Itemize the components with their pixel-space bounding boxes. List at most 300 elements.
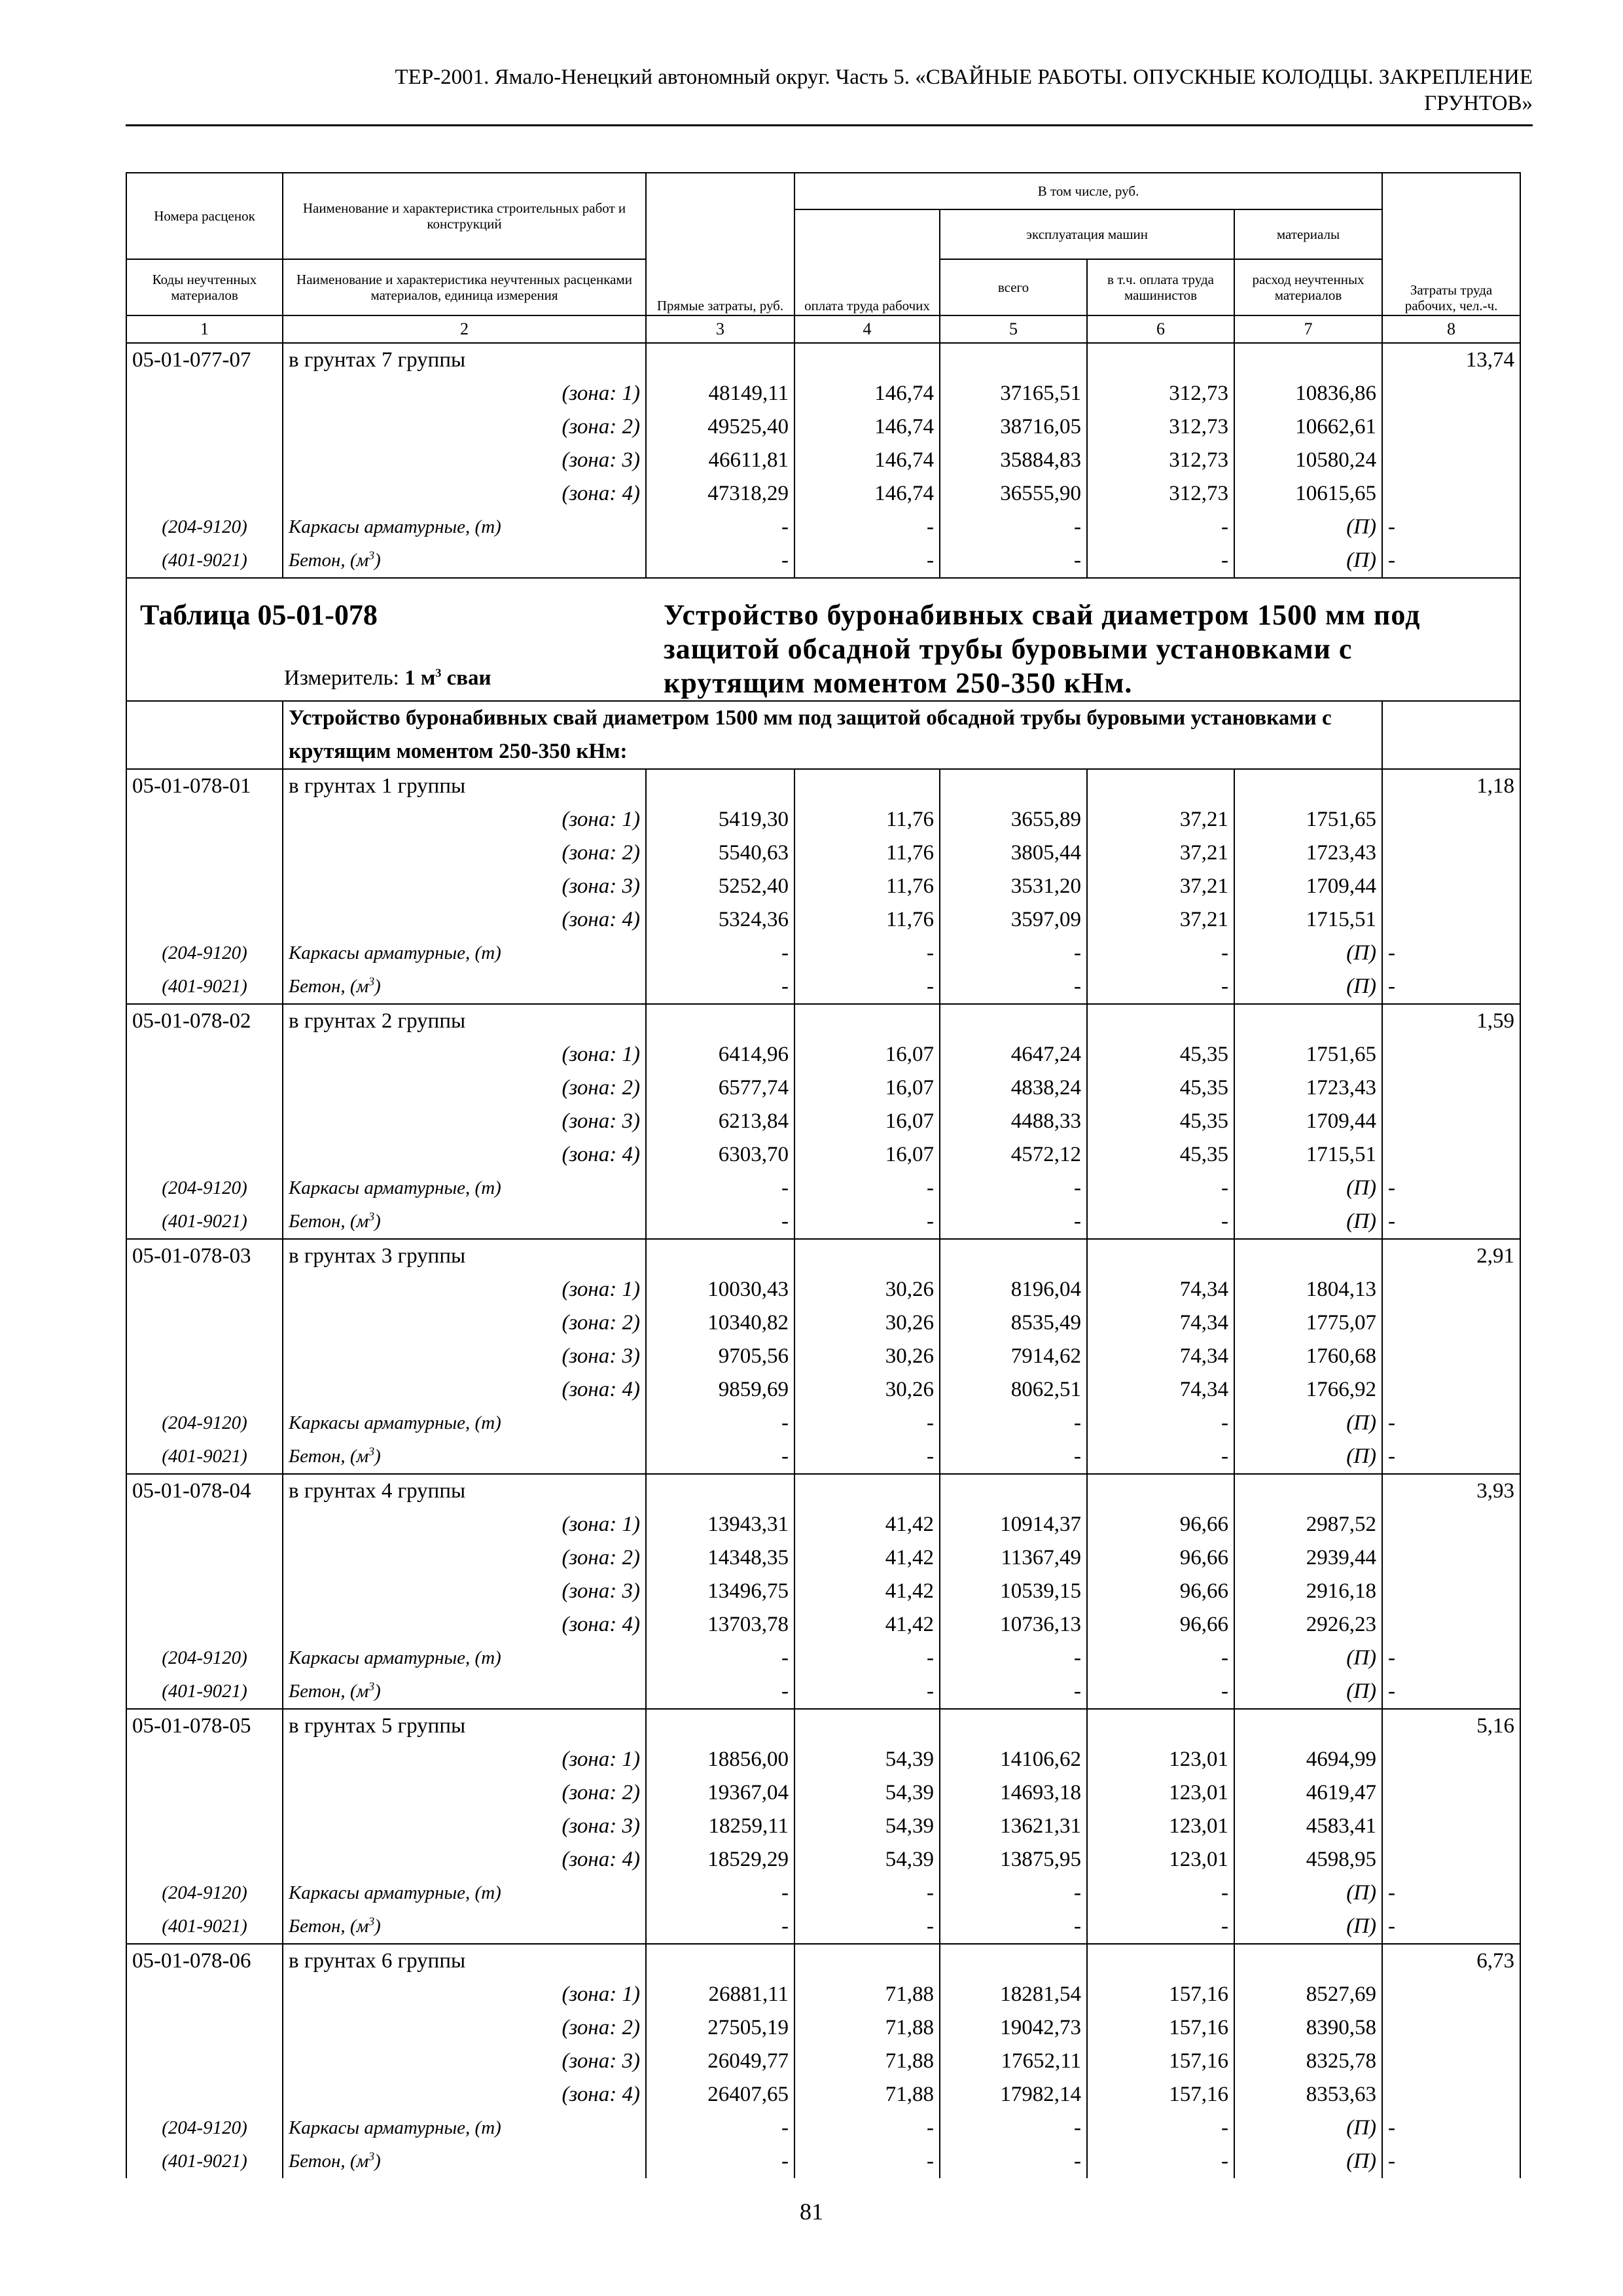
col-machines: эксплуатация машин xyxy=(940,209,1234,259)
direct-cost: 10340,82 xyxy=(646,1306,794,1340)
zone-label: (зона: 4) xyxy=(283,1373,646,1407)
machinist-wages: 312,73 xyxy=(1087,444,1234,477)
direct-cost: 9859,69 xyxy=(646,1373,794,1407)
dash: - xyxy=(794,1641,940,1675)
machines-total: 38716,05 xyxy=(940,410,1087,444)
dash: - xyxy=(1087,2145,1234,2178)
materials: 4619,47 xyxy=(1234,1776,1382,1810)
materials: 1709,44 xyxy=(1234,1105,1382,1138)
wages: 54,39 xyxy=(794,1743,940,1776)
direct-cost: 26407,65 xyxy=(646,2078,794,2111)
direct-cost: 46611,81 xyxy=(646,444,794,477)
direct-cost: 47318,29 xyxy=(646,477,794,511)
machinist-wages: 123,01 xyxy=(1087,1810,1234,1843)
zone-label: (зона: 4) xyxy=(283,903,646,937)
material-name-text: Каркасы арматурные, (т) xyxy=(289,1882,501,1903)
zone-label: (зона: 2) xyxy=(283,836,646,870)
empty-cell xyxy=(126,1541,283,1575)
empty-cell xyxy=(1382,870,1520,903)
material-name-text: Бетон, (м xyxy=(289,2151,369,2172)
p-mark: (П) xyxy=(1234,1675,1382,1709)
dash: - xyxy=(1382,511,1520,544)
materials: 1723,43 xyxy=(1234,836,1382,870)
machinist-wages: 96,66 xyxy=(1087,1575,1234,1608)
empty-cell xyxy=(1382,1306,1520,1340)
dash: - xyxy=(1087,1675,1234,1709)
measure-value-text: 1 м xyxy=(404,666,436,690)
table-title-row xyxy=(126,578,1520,701)
wages: 41,42 xyxy=(794,1608,940,1641)
zone-row xyxy=(126,1810,1520,1843)
machinist-wages: 45,35 xyxy=(1087,1038,1234,1071)
rate-code: 05-01-078-04 xyxy=(126,1474,283,1508)
rate-labor: 5,16 xyxy=(1382,1709,1520,1743)
dash: - xyxy=(794,1172,940,1205)
empty-cell xyxy=(1382,1038,1520,1071)
direct-cost: 13943,31 xyxy=(646,1508,794,1541)
materials: 2916,18 xyxy=(1234,1575,1382,1608)
p-mark: (П) xyxy=(1234,511,1382,544)
rate-row xyxy=(126,1944,1520,1978)
zone-label: (зона: 1) xyxy=(283,1038,646,1071)
empty-cell xyxy=(646,1709,794,1743)
col-labor: Затраты труда рабочих, чел.-ч. xyxy=(1382,173,1520,315)
col-num: 1 xyxy=(126,315,283,343)
material-name xyxy=(283,1172,646,1205)
dash: - xyxy=(1087,1641,1234,1675)
empty-cell xyxy=(1382,1273,1520,1306)
machinist-wages: 96,66 xyxy=(1087,1541,1234,1575)
dash: - xyxy=(1382,1440,1520,1474)
rate-row xyxy=(126,1239,1520,1273)
empty-cell xyxy=(126,1743,283,1776)
dash: - xyxy=(794,2145,940,2178)
dash: - xyxy=(940,511,1087,544)
material-name-end: ) xyxy=(374,550,381,571)
zone-label: (зона: 2) xyxy=(283,2011,646,2045)
zone-row xyxy=(126,1776,1520,1810)
material-code: (401-9021) xyxy=(126,970,283,1004)
col-num: 7 xyxy=(1234,315,1382,343)
empty-cell xyxy=(126,444,283,477)
empty-cell xyxy=(126,1340,283,1373)
material-name-text: Бетон, (м xyxy=(289,1916,369,1937)
empty-cell xyxy=(126,1575,283,1608)
dash: - xyxy=(1087,937,1234,970)
machines-total: 7914,62 xyxy=(940,1340,1087,1373)
material-row xyxy=(126,1440,1520,1474)
empty-cell xyxy=(794,1004,940,1038)
material-row xyxy=(126,970,1520,1004)
direct-cost: 5540,63 xyxy=(646,836,794,870)
col-rate-numbers: Номера расценок xyxy=(126,173,283,259)
machines-total: 3531,20 xyxy=(940,870,1087,903)
dash: - xyxy=(1382,937,1520,970)
empty-cell xyxy=(126,1608,283,1641)
rate-name: в грунтах 7 группы xyxy=(283,343,646,377)
material-row xyxy=(126,2145,1520,2178)
material-name-text: Каркасы арматурные, (т) xyxy=(289,1412,501,1433)
machines-total: 10736,13 xyxy=(940,1608,1087,1641)
machinist-wages: 312,73 xyxy=(1087,410,1234,444)
direct-cost: 6303,70 xyxy=(646,1138,794,1172)
machines-total: 8535,49 xyxy=(940,1306,1087,1340)
empty-cell xyxy=(126,1843,283,1876)
dash: - xyxy=(794,970,940,1004)
wages: 71,88 xyxy=(794,1978,940,2011)
direct-cost: 5419,30 xyxy=(646,803,794,836)
zone-label: (зона: 1) xyxy=(283,1743,646,1776)
zone-label: (зона: 4) xyxy=(283,2078,646,2111)
direct-cost: 6213,84 xyxy=(646,1105,794,1138)
zone-label: (зона: 2) xyxy=(283,1071,646,1105)
zone-row xyxy=(126,870,1520,903)
empty-cell xyxy=(1234,343,1382,377)
rate-labor: 1,18 xyxy=(1382,769,1520,803)
dash: - xyxy=(794,1440,940,1474)
material-name-text: Каркасы арматурные, (т) xyxy=(289,2117,501,2138)
direct-cost: 48149,11 xyxy=(646,377,794,410)
machinist-wages: 74,34 xyxy=(1087,1306,1234,1340)
materials: 10615,65 xyxy=(1234,477,1382,511)
empty-cell xyxy=(1382,803,1520,836)
measure-prefix: Измеритель: xyxy=(284,666,405,690)
material-code: (204-9120) xyxy=(126,1876,283,1910)
zone-label: (зона: 1) xyxy=(283,377,646,410)
material-code: (401-9021) xyxy=(126,1205,283,1239)
dash: - xyxy=(794,1675,940,1709)
dash: - xyxy=(794,1876,940,1910)
zone-row xyxy=(126,1071,1520,1105)
zone-row xyxy=(126,1373,1520,1407)
dash: - xyxy=(1087,2111,1234,2145)
machines-total: 14106,62 xyxy=(940,1743,1087,1776)
dash: - xyxy=(940,2111,1087,2145)
col-unacc-materials: расход неучтенных материалов xyxy=(1234,259,1382,315)
direct-cost: 9705,56 xyxy=(646,1340,794,1373)
empty-cell xyxy=(126,1978,283,2011)
zone-label: (зона: 3) xyxy=(283,1105,646,1138)
p-mark: (П) xyxy=(1234,2145,1382,2178)
rate-code: 05-01-078-05 xyxy=(126,1709,283,1743)
material-name xyxy=(283,2145,646,2178)
wages: 146,74 xyxy=(794,410,940,444)
material-code: (401-9021) xyxy=(126,544,283,578)
material-code: (401-9021) xyxy=(126,1910,283,1944)
empty-cell xyxy=(1234,1709,1382,1743)
direct-cost: 13496,75 xyxy=(646,1575,794,1608)
material-code: (204-9120) xyxy=(126,1407,283,1440)
empty-cell xyxy=(1234,769,1382,803)
direct-cost: 5252,40 xyxy=(646,870,794,903)
rate-labor: 3,93 xyxy=(1382,1474,1520,1508)
empty-cell xyxy=(940,343,1087,377)
measure-value xyxy=(404,666,491,690)
wages: 11,76 xyxy=(794,803,940,836)
machines-total: 13621,31 xyxy=(940,1810,1087,1843)
wages: 146,74 xyxy=(794,477,940,511)
empty-cell xyxy=(1087,769,1234,803)
materials: 4598,95 xyxy=(1234,1843,1382,1876)
empty-cell xyxy=(1382,903,1520,937)
material-row xyxy=(126,1910,1520,1944)
material-name xyxy=(283,970,646,1004)
machinist-wages: 45,35 xyxy=(1087,1138,1234,1172)
dash: - xyxy=(794,1407,940,1440)
dash: - xyxy=(1382,1407,1520,1440)
dash: - xyxy=(646,937,794,970)
zone-row xyxy=(126,410,1520,444)
material-name xyxy=(283,1876,646,1910)
dash: - xyxy=(1087,1876,1234,1910)
rate-name: в грунтах 1 группы xyxy=(283,769,646,803)
col-num: 4 xyxy=(794,315,940,343)
machines-total: 18281,54 xyxy=(940,1978,1087,2011)
zone-row xyxy=(126,836,1520,870)
header-rule xyxy=(126,124,1533,126)
wages: 11,76 xyxy=(794,903,940,937)
zone-label: (зона: 3) xyxy=(283,2045,646,2078)
rate-row xyxy=(126,1004,1520,1038)
rate-labor: 1,59 xyxy=(1382,1004,1520,1038)
dash: - xyxy=(1382,1910,1520,1944)
empty-cell xyxy=(126,1776,283,1810)
material-code: (204-9120) xyxy=(126,1172,283,1205)
empty-cell xyxy=(1234,1944,1382,1978)
machines-total: 8062,51 xyxy=(940,1373,1087,1407)
unit-superscript: 3 xyxy=(368,1914,375,1928)
zone-label: (зона: 3) xyxy=(283,1340,646,1373)
dash: - xyxy=(646,1641,794,1675)
empty-cell xyxy=(1382,2078,1520,2111)
machinist-wages: 157,16 xyxy=(1087,2078,1234,2111)
material-row xyxy=(126,937,1520,970)
wages: 54,39 xyxy=(794,1810,940,1843)
rate-code: 05-01-078-02 xyxy=(126,1004,283,1038)
zone-row xyxy=(126,2078,1520,2111)
material-name xyxy=(283,1205,646,1239)
direct-cost: 26881,11 xyxy=(646,1978,794,2011)
p-mark: (П) xyxy=(1234,937,1382,970)
zone-row xyxy=(126,1575,1520,1608)
material-code: (401-9021) xyxy=(126,2145,283,2178)
wages: 30,26 xyxy=(794,1273,940,1306)
machines-total: 35884,83 xyxy=(940,444,1087,477)
empty-cell xyxy=(126,1105,283,1138)
zone-label: (зона: 3) xyxy=(283,1810,646,1843)
wages: 54,39 xyxy=(794,1843,940,1876)
dash: - xyxy=(646,1876,794,1910)
material-name-end: ) xyxy=(374,1211,381,1232)
empty-cell xyxy=(1087,1944,1234,1978)
material-name-text: Бетон, (м xyxy=(289,1681,369,1702)
empty-cell xyxy=(1382,1810,1520,1843)
column-header-row-1 xyxy=(126,173,1520,209)
dash: - xyxy=(940,937,1087,970)
materials: 1775,07 xyxy=(1234,1306,1382,1340)
materials: 1723,43 xyxy=(1234,1071,1382,1105)
p-mark: (П) xyxy=(1234,1910,1382,1944)
empty-cell xyxy=(1382,1776,1520,1810)
zone-label: (зона: 1) xyxy=(283,1978,646,2011)
unit-superscript: 3 xyxy=(368,1210,375,1223)
material-name-text: Бетон, (м xyxy=(289,550,369,571)
direct-cost: 6577,74 xyxy=(646,1071,794,1105)
material-row xyxy=(126,511,1520,544)
wages: 54,39 xyxy=(794,1776,940,1810)
dash: - xyxy=(794,511,940,544)
wages: 146,74 xyxy=(794,444,940,477)
machinist-wages: 74,34 xyxy=(1087,1373,1234,1407)
wages: 11,76 xyxy=(794,836,940,870)
material-name-text: Каркасы арматурные, (т) xyxy=(289,516,501,537)
material-name xyxy=(283,1407,646,1440)
measure-suffix: сваи xyxy=(441,666,491,690)
materials: 10662,61 xyxy=(1234,410,1382,444)
p-mark: (П) xyxy=(1234,1641,1382,1675)
zone-row xyxy=(126,1273,1520,1306)
dash: - xyxy=(940,2145,1087,2178)
wages: 16,07 xyxy=(794,1138,940,1172)
material-name xyxy=(283,1675,646,1709)
empty-cell xyxy=(1087,343,1234,377)
wages: 41,42 xyxy=(794,1541,940,1575)
machines-total: 8196,04 xyxy=(940,1273,1087,1306)
col-incl-mach-wages: в т.ч. оплата труда машинистов xyxy=(1087,259,1234,315)
materials: 1715,51 xyxy=(1234,1138,1382,1172)
machines-total: 10914,37 xyxy=(940,1508,1087,1541)
empty-cell xyxy=(1382,1608,1520,1641)
empty-cell xyxy=(126,1373,283,1407)
rate-code: 05-01-077-07 xyxy=(126,343,283,377)
materials: 1760,68 xyxy=(1234,1340,1382,1373)
machinist-wages: 157,16 xyxy=(1087,1978,1234,2011)
dash: - xyxy=(646,2145,794,2178)
empty-cell xyxy=(1382,836,1520,870)
zone-label: (зона: 4) xyxy=(283,1843,646,1876)
machines-total: 4572,12 xyxy=(940,1138,1087,1172)
zone-label: (зона: 3) xyxy=(283,1575,646,1608)
wages: 16,07 xyxy=(794,1105,940,1138)
materials: 2987,52 xyxy=(1234,1508,1382,1541)
zone-row xyxy=(126,377,1520,410)
empty-cell xyxy=(1382,377,1520,410)
dash: - xyxy=(794,544,940,578)
machinist-wages: 123,01 xyxy=(1087,1843,1234,1876)
material-name xyxy=(283,511,646,544)
material-code: (401-9021) xyxy=(126,1675,283,1709)
empty-cell xyxy=(126,2045,283,2078)
empty-cell xyxy=(794,343,940,377)
dash: - xyxy=(646,544,794,578)
page-number: 81 xyxy=(800,2198,823,2225)
empty-cell xyxy=(126,1071,283,1105)
dash: - xyxy=(1087,1205,1234,1239)
material-name-end: ) xyxy=(374,1681,381,1702)
zone-label: (зона: 4) xyxy=(283,477,646,511)
dash: - xyxy=(940,544,1087,578)
materials: 8527,69 xyxy=(1234,1978,1382,2011)
p-mark: (П) xyxy=(1234,1205,1382,1239)
empty-cell xyxy=(646,343,794,377)
unit-superscript: 3 xyxy=(368,975,375,988)
empty-cell xyxy=(1087,1239,1234,1273)
machines-total: 17652,11 xyxy=(940,2045,1087,2078)
empty-cell xyxy=(126,1138,283,1172)
rate-code: 05-01-078-06 xyxy=(126,1944,283,1978)
machinist-wages: 74,34 xyxy=(1087,1340,1234,1373)
empty-cell xyxy=(126,1508,283,1541)
zone-row xyxy=(126,2045,1520,2078)
dash: - xyxy=(794,1910,940,1944)
zone-row xyxy=(126,1306,1520,1340)
zone-row xyxy=(126,1105,1520,1138)
dash: - xyxy=(940,1172,1087,1205)
col-num: 8 xyxy=(1382,315,1520,343)
material-name-text: Бетон, (м xyxy=(289,1211,369,1232)
col-materials: материалы xyxy=(1234,209,1382,259)
zone-row xyxy=(126,1138,1520,1172)
materials: 1804,13 xyxy=(1234,1273,1382,1306)
empty-cell xyxy=(646,769,794,803)
zone-row xyxy=(126,1743,1520,1776)
zone-row xyxy=(126,1541,1520,1575)
p-mark: (П) xyxy=(1234,2111,1382,2145)
machinist-wages: 96,66 xyxy=(1087,1608,1234,1641)
material-name xyxy=(283,1910,646,1944)
rate-name: в грунтах 3 группы xyxy=(283,1239,646,1273)
zone-label: (зона: 4) xyxy=(283,1608,646,1641)
dash: - xyxy=(940,970,1087,1004)
rate-row xyxy=(126,769,1520,803)
zone-label: (зона: 2) xyxy=(283,1776,646,1810)
measure-unit xyxy=(140,649,657,700)
zone-label: (зона: 1) xyxy=(283,1508,646,1541)
machinist-wages: 312,73 xyxy=(1087,477,1234,511)
empty-cell xyxy=(1382,477,1520,511)
empty-cell xyxy=(1382,444,1520,477)
material-name-text: Каркасы арматурные, (т) xyxy=(289,1647,501,1668)
empty-cell xyxy=(646,1239,794,1273)
material-row xyxy=(126,544,1520,578)
material-row xyxy=(126,1675,1520,1709)
dash: - xyxy=(646,1440,794,1474)
wages: 71,88 xyxy=(794,2078,940,2111)
direct-cost: 19367,04 xyxy=(646,1776,794,1810)
machinist-wages: 123,01 xyxy=(1087,1776,1234,1810)
rates-table xyxy=(126,172,1521,2178)
machines-total: 4488,33 xyxy=(940,1105,1087,1138)
empty-cell xyxy=(646,1474,794,1508)
direct-cost: 18259,11 xyxy=(646,1810,794,1843)
machinist-wages: 37,21 xyxy=(1087,870,1234,903)
machinist-wages: 37,21 xyxy=(1087,803,1234,836)
dash: - xyxy=(646,970,794,1004)
material-name-text: Бетон, (м xyxy=(289,1446,369,1467)
empty-cell xyxy=(1382,1138,1520,1172)
empty-cell xyxy=(1382,1541,1520,1575)
machinist-wages: 157,16 xyxy=(1087,2011,1234,2045)
empty-cell xyxy=(794,769,940,803)
wages: 30,26 xyxy=(794,1373,940,1407)
material-name-text: Каркасы арматурные, (т) xyxy=(289,1177,501,1198)
dash: - xyxy=(794,937,940,970)
rate-name: в грунтах 5 группы xyxy=(283,1709,646,1743)
zone-label: (зона: 2) xyxy=(283,1306,646,1340)
wages: 16,07 xyxy=(794,1038,940,1071)
measure-superscript: 3 xyxy=(435,666,442,679)
machinist-wages: 45,35 xyxy=(1087,1105,1234,1138)
